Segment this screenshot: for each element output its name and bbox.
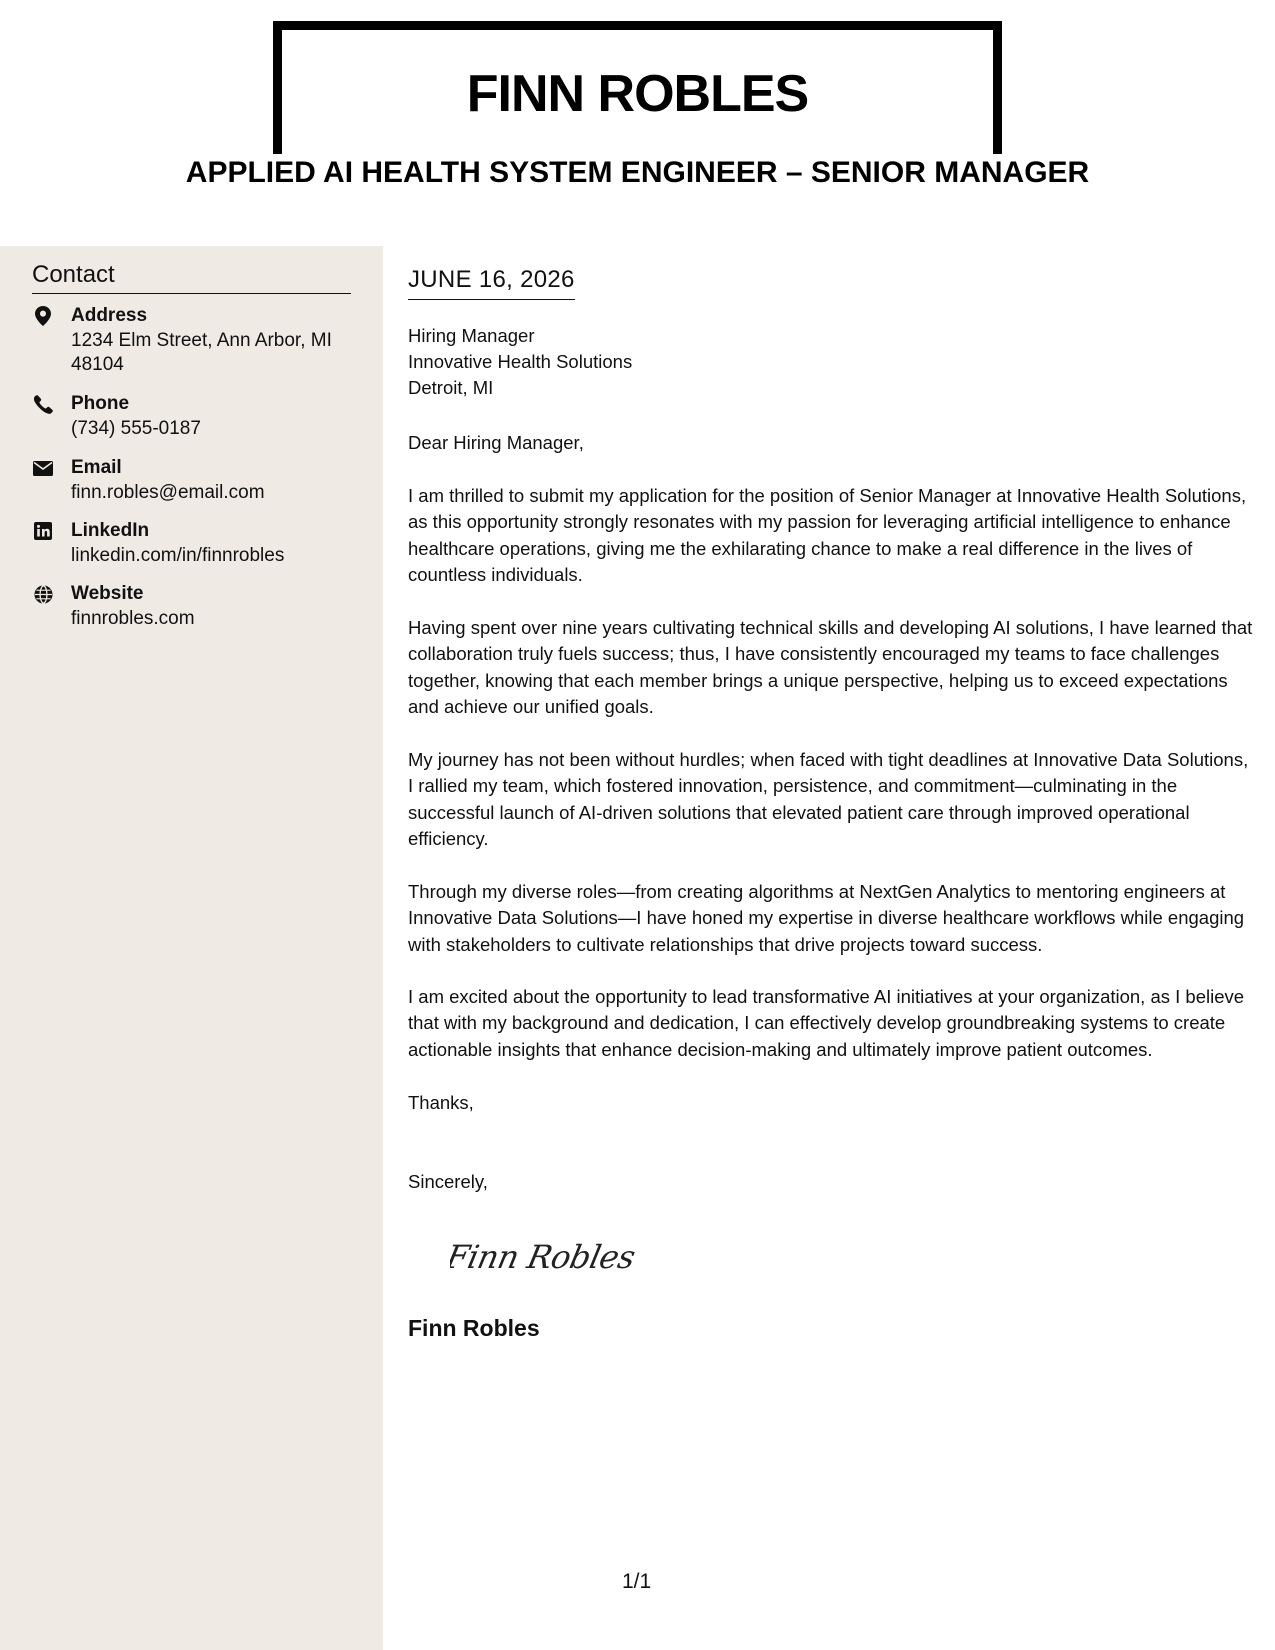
envelope-icon <box>32 457 54 479</box>
thanks-line: Thanks, <box>408 1092 474 1113</box>
header <box>0 0 1275 246</box>
job-title-text: APPLIED AI HEALTH SYSTEM ENGINEER – SENIOR MANAGER <box>180 156 1095 189</box>
contact-sidebar <box>0 246 383 1650</box>
recipient-location: Detroit, MI <box>408 377 494 398</box>
applicant-name: FINN ROBLES <box>466 65 809 123</box>
paragraph: Through my diverse roles—from creating algorithms at NextGen Analytics to mentoring engineers at Innovative Data Solutions—I have honed my expertise in diverse healthcare workflows while engaging with stakeholders to cultivate relationships that drive projects toward success. <box>408 881 1245 955</box>
map-pin-icon <box>32 305 54 327</box>
globe-icon <box>32 583 54 605</box>
linkedin-icon <box>32 520 54 542</box>
letter-date: JUNE 16, 2026 <box>408 265 575 300</box>
paragraph: I am excited about the opportunity to lead transformative AI initiatives at your organization, as I believe that with my background and dedication, I can effectively develop groundbreaking systems to create actionable insights that enhance decision-making and ultimately improve patient outcomes. <box>408 986 1245 1060</box>
contact-label: Phone <box>71 393 130 414</box>
contact-label: Address <box>71 305 148 326</box>
contact-heading: Contact <box>32 260 351 294</box>
address-value: 1234 Elm Street, Ann Arbor, MI 48104 <box>71 330 332 375</box>
email-value[interactable]: finn.robles@email.com <box>71 482 265 503</box>
page-number-text: 1/1 <box>622 1570 652 1593</box>
paragraph: Having spent over nine years cultivating technical skills and developing AI solutions, I have learned that collaboration truly fuels success; thus, I have consistently encouraged my teams to face challenges together, knowing that each member brings a unique perspective, helping us to exceed expectations and achieve our unified goals. <box>408 617 1253 718</box>
contact-label: Email <box>71 457 122 478</box>
signature-graphic <box>450 1232 640 1282</box>
recipient-block <box>408 323 632 401</box>
salutation: Dear Hiring Manager, <box>408 432 584 453</box>
handwritten-signature <box>450 1232 640 1282</box>
job-title <box>0 154 1275 192</box>
linkedin-value[interactable]: linkedin.com/in/finnrobles <box>71 545 285 566</box>
website-value[interactable]: finnrobles.com <box>71 608 195 629</box>
svg-text:Finn Robles: Finn Robles <box>450 1238 639 1276</box>
recipient-title: Hiring Manager <box>408 325 535 346</box>
contact-label: LinkedIn <box>71 520 150 541</box>
contact-label: Website <box>71 583 144 604</box>
phone-value: (734) 555-0187 <box>71 418 201 439</box>
recipient-company: Innovative Health Solutions <box>408 351 633 372</box>
paragraph: I am thrilled to submit my application for the position of Senior Manager at Innovative Health Solutions, as this opportunity strongly resonates with my passion for leveraging artificial intelligence to enhance healthcare operations, giving me the exhilarating chance to make a real difference in the lives of countless individuals. <box>408 485 1247 586</box>
sign-off: Sincerely, <box>408 1171 488 1192</box>
phone-icon <box>32 393 54 415</box>
paragraph: My journey has not been without hurdles; when faced with tight deadlines at Innovative Data Solutions, I rallied my team, which fostered innovation, persistence, and commitment—culminating in the successful launch of AI-driven solutions that elevated patient care through improved operational efficiency. <box>408 749 1249 850</box>
signer-name: Finn Robles <box>408 1315 540 1341</box>
